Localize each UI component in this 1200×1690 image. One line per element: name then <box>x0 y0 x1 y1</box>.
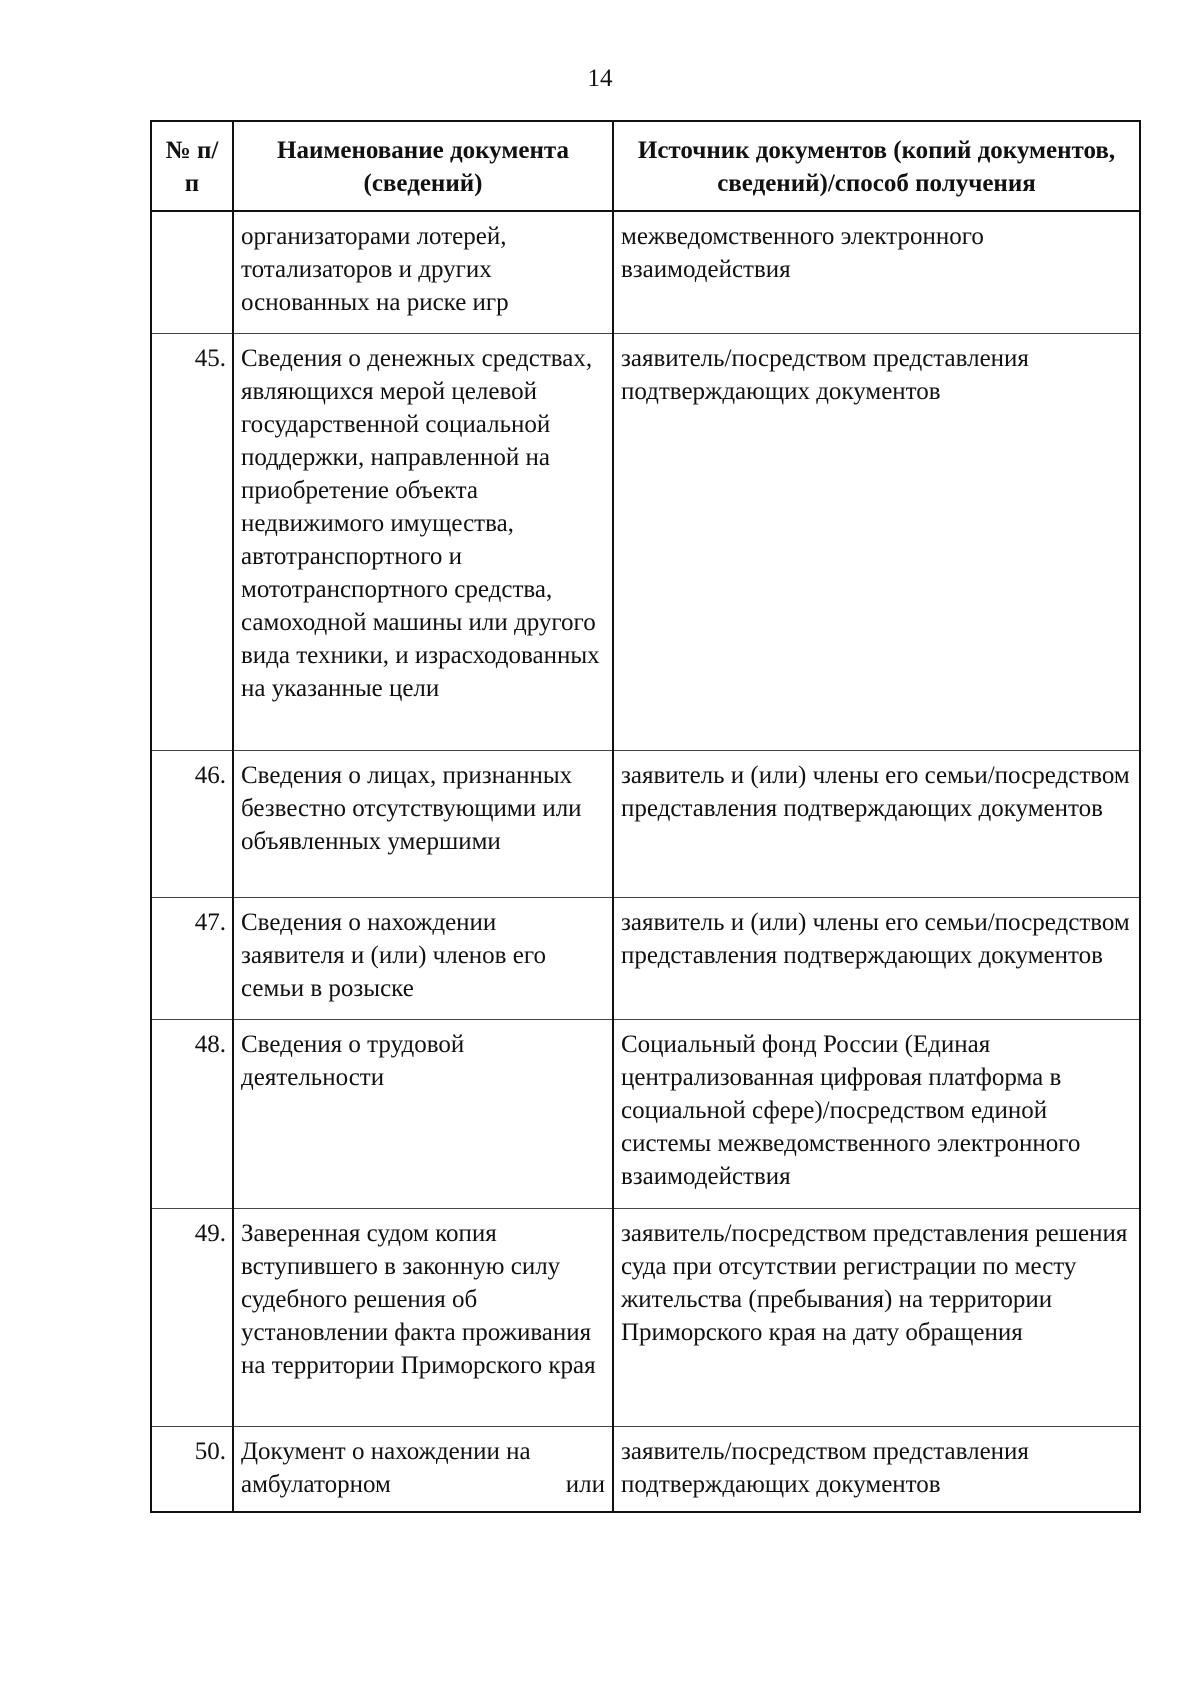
row-number: 45. <box>151 334 233 751</box>
table-row <box>151 1020 1140 1209</box>
row-number: 48. <box>151 1020 233 1209</box>
header-number: № п/п <box>151 121 233 211</box>
row-number: 49. <box>151 1209 233 1427</box>
table-row <box>151 751 1140 898</box>
table-row <box>151 211 1140 334</box>
table-row <box>151 898 1140 1020</box>
row-document-name: Сведения о денежных средствах, являющихся мерой целевой государственной социальной поддержки, направленной на приобретение объекта недвижимого имущества, автотранспортного и мототранспортного средства, самоходной машины или другого вида техники, и израсходованных на указанные цели <box>233 334 613 751</box>
page-number: 14 <box>587 65 613 92</box>
row-source: заявитель/посредством представления подтверждающих документов <box>613 334 1140 751</box>
row-number: 47. <box>151 898 233 1020</box>
documents-table <box>150 120 1141 1513</box>
table-row <box>151 1209 1140 1427</box>
table-header-row <box>151 121 1140 211</box>
row-document-name: Сведения о нахождении заявителя и (или) членов его семьи в розыске <box>233 898 613 1020</box>
row-number: 50. <box>151 1427 233 1512</box>
row-number <box>151 211 233 334</box>
table-row <box>151 1427 1140 1512</box>
row-document-name: Сведения о лицах, признанных безвестно отсутствующими или объявленных умершими <box>233 751 613 898</box>
row-source: заявитель/посредством представления решения суда при отсутствии регистрации по месту жительства (пребывания) на территории Приморского края на дату обращения <box>613 1209 1140 1427</box>
row-source: Социальный фонд России (Единая централизованная цифровая платформа в социальной сфере)/посредством единой системы межведомственного электронного взаимодействия <box>613 1020 1140 1209</box>
row-source: межведомственного электронного взаимодействия <box>613 211 1140 334</box>
row-source: заявитель и (или) члены его семьи/посредством представления подтверждающих документов <box>613 751 1140 898</box>
header-document-name: Наименование документа (сведений) <box>233 121 613 211</box>
row-document-name: организаторами лотерей, тотализаторов и других основанных на риске игр <box>233 211 613 334</box>
header-source: Источник документов (копий документов, сведений)/способ получения <box>613 121 1140 211</box>
table-row <box>151 334 1140 751</box>
row-source: заявитель/посредством представления подтверждающих документов <box>613 1427 1140 1512</box>
row-document-name: Заверенная судом копия вступившего в законную силу судебного решения об установлении факта проживания на территории Приморского края <box>233 1209 613 1427</box>
row-source: заявитель и (или) члены его семьи/посредством представления подтверждающих документов <box>613 898 1140 1020</box>
row-document-name: Документ о нахождении на амбулаторном или <box>233 1427 613 1512</box>
row-number: 46. <box>151 751 233 898</box>
row-document-name: Сведения о трудовой деятельности <box>233 1020 613 1209</box>
